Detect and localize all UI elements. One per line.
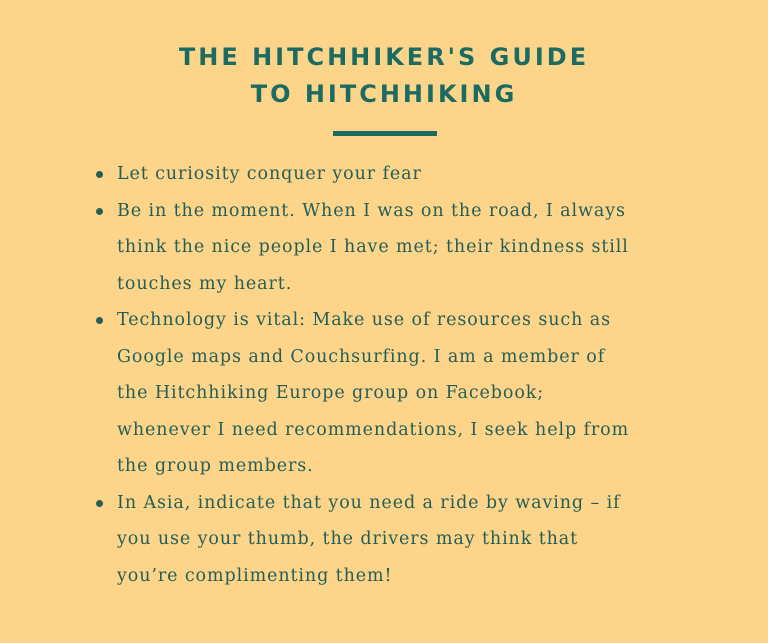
bullet-icon	[96, 208, 103, 215]
page-title-line-2: TO HITCHHIKING	[250, 80, 518, 108]
tip-text-line: Be in the moment. When I was on the road, I always	[117, 200, 626, 221]
tip-text-line: you’re complimenting them!	[117, 565, 393, 586]
bullet-icon	[96, 171, 103, 178]
tip-text-line: you use your thumb, the drivers may think that	[117, 529, 579, 549]
tip-text-line: touches my heart.	[117, 273, 293, 294]
tip-item-moment	[96, 193, 716, 303]
tip-item-technology	[96, 302, 716, 485]
tip-item-curiosity	[96, 156, 716, 193]
tip-text-line: whenever I need recommendations, I seek help from	[117, 419, 630, 440]
tips-list	[96, 156, 716, 594]
tip-text-line: the Hitchhiking Europe group on Facebook;	[117, 383, 545, 403]
bullet-icon	[96, 317, 103, 324]
tip-text-line: think the nice people I have met; their kindness still	[117, 237, 629, 257]
tip-text-line: Technology is vital: Make use of resources such as	[117, 310, 611, 330]
tip-text-line: Google maps and Couchsurfing. I am a member of	[117, 346, 606, 367]
tip-text-line: Let curiosity conquer your fear	[117, 164, 422, 184]
title-divider	[333, 131, 437, 136]
tip-text-line: the group members.	[117, 456, 314, 476]
page-title-line-1: THE HITCHHIKER'S GUIDE	[178, 43, 590, 71]
tip-item-asia	[96, 485, 716, 595]
tip-text-line: In Asia, indicate that you need a ride by waving – if	[117, 492, 621, 513]
bullet-icon	[96, 500, 103, 507]
